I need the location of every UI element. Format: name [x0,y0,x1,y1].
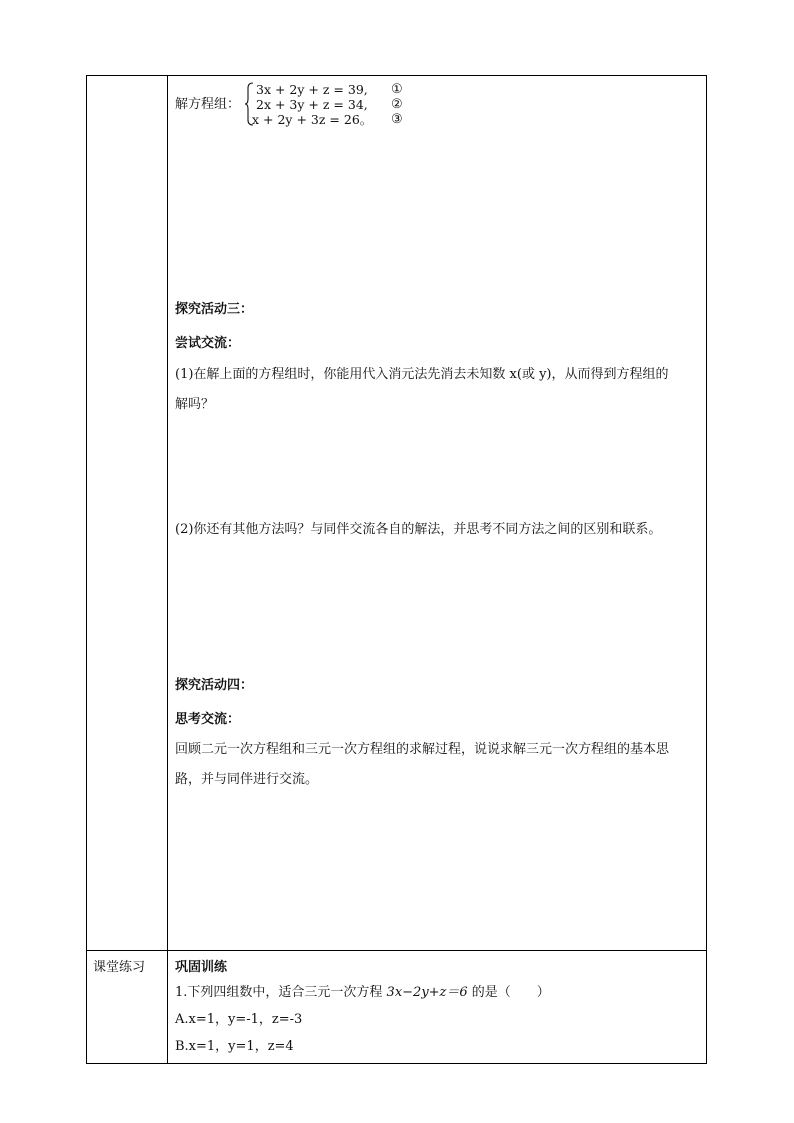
marker-2: ② [391,97,403,112]
equation-2: 2x + 3y + z = 34, [256,97,368,112]
activity3-question1-line2: 解吗？ [175,397,215,412]
worksheet-table [86,75,707,1064]
equation-1: 3x + 2y + z = 39, [256,82,368,97]
practice-question1 [175,985,550,1001]
marker-1: ① [391,82,403,97]
activity3-question1-line1: (1)在解上面的方程组时，你能用代入消元法先消去未知数 x(或 y)，从而得到方程组的 [175,367,669,382]
row-divider [86,950,707,951]
system-label: 解方程组： [175,97,241,112]
option-b: B.x=1，y=1，z=4 [175,1039,294,1054]
activity3-question2: (2)你还有其他方法吗？与同伴交流各自的解法，并思考不同方法之间的区别和联系。 [175,522,662,537]
option-a: A.x=1，y=-1，z=-3 [175,1012,303,1027]
activity4-subheading: 思考交流： [175,712,241,727]
marker-3: ③ [391,112,403,127]
activity4-line1: 回顾二元一次方程组和三元一次方程组的求解过程，说说求解三元一次方程组的基本思 [175,742,670,757]
activity3-subheading: 尝试交流： [175,336,241,351]
column-divider [167,75,168,1064]
equation-markers [391,82,403,127]
activity3-heading: 探究活动三： [175,302,254,317]
activity4-heading: 探究活动四： [175,678,254,693]
question1-prefix: 1.下列四组数中，适合三元一次方程 [175,985,387,1000]
question1-equation: 3x−2y+z＝6 [386,985,468,1000]
question1-suffix: 的是（ ） [467,985,550,1000]
equation-list [252,82,372,127]
practice-heading: 巩固训练 [175,960,228,975]
activity4-line2: 路，并与同伴进行交流。 [175,772,319,787]
equation-3: x + 2y + 3z = 26。 [252,112,373,127]
practice-section-label: 课堂练习 [93,960,146,975]
